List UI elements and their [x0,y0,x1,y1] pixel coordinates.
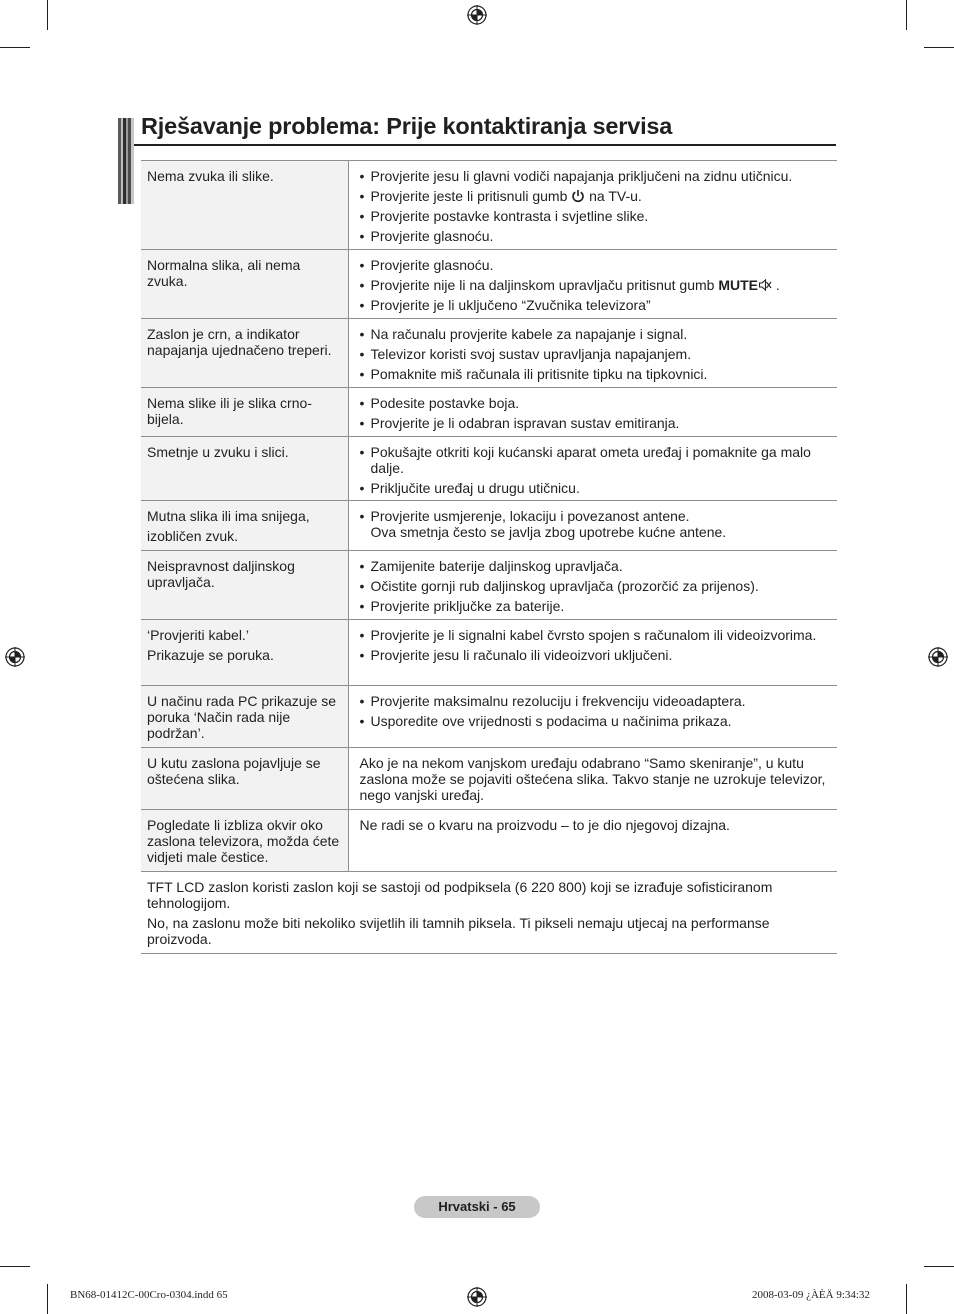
crop-mark-bottom-right-h [924,1266,954,1267]
action-item: • Provjerite nije li na daljinskom upravljaču pritisnut gumb MUTE . [360,277,838,293]
action-cell [348,250,837,319]
action-item: • Provjerite jeste li pritisnuli gumb na TV-u. [360,188,838,204]
symptom-text: U načinu rada PC prikazuje se poruka ‘Način rada nije podržan’. [147,693,337,741]
crop-mark-top-left-v [47,0,48,30]
action-item: • Očistite gornji rub daljinskog upravljača (prozorčić za prijenos). [360,578,838,594]
symptom-cell [141,686,348,748]
table-row [141,551,837,620]
symptom-text: Normalna slika, ali nema zvuka. [147,257,301,289]
table-row [141,319,837,388]
registration-mark-icon [466,1286,488,1308]
action-cell [348,161,837,250]
action-item: • Pomaknite miš računala ili pritisnite tipku na tipkovnici. [360,366,838,382]
action-cell [348,551,837,620]
section-side-bar [118,118,134,204]
note-text: TFT LCD zaslon koristi zaslon koji se sastoji od podpiksela (6 220 800) koji se izrađuje sofisticiranom tehnologijom. [147,879,773,911]
crop-mark-bottom-left-v [47,1284,48,1314]
action-item: • Provjerite glasnoću. [360,257,838,273]
table-row [141,250,837,319]
symptom-text: Nema slike ili je slika crno-bijela. [147,395,312,427]
symptom-text: izobličen zvuk. [147,528,239,544]
symptom-text: Mutna slika ili ima snijega, [147,508,310,524]
table-row [141,810,837,872]
action-cell [348,437,837,501]
note-text: No, na zaslonu može biti nekoliko svijetlih ili tamnih piksela. Ti pikseli nemaju utjecaj na performanse proizvoda. [147,915,770,947]
mute-suffix: . [775,277,780,293]
footer-file-info: BN68-01412C-00Cro-0304.indd 65 [70,1289,228,1301]
action-item: • Provjerite jesu li računalo ili videoizvori uključeni. [360,647,838,663]
action-item: • Provjerite priključke za baterije. [360,598,838,614]
symptom-cell [141,810,348,872]
action-cell [348,686,837,748]
action-cell [348,810,837,872]
symptom-cell [141,319,348,388]
action-item: • Podesite postavke boja. [360,395,838,411]
action-item: • Priključite uređaj u drugu utičnicu. [360,480,838,496]
action-item: • Pokušajte otkriti koji kućanski aparat ometa uređaj i pomaknite ga malo dalje. [360,444,838,476]
table-row [141,161,837,250]
action-cell [348,748,837,810]
note-row [141,872,837,954]
action-continuation: Ova smetnja često se javlja zbog upotrebe kućne antene. [370,524,727,540]
action-item: • Zamijenite baterije daljinskog upravljača. [360,558,838,574]
action-item: • Provjerite postavke kontrasta i svjetline slike. [360,208,838,224]
mute-label: MUTE [718,277,758,293]
action-item: • Na računalu provjerite kabele za napajanje i signal. [360,326,838,342]
symptom-cell [141,250,348,319]
action-item: • Provjerite glasnoću. [360,228,838,244]
footer-timestamp: 2008-03-09 ¿ÀÈÄ 9:34:32 [752,1289,870,1301]
symptom-cell [141,501,348,551]
power-suffix: na TV-u. [589,188,642,204]
action-text: Ako je na nekom vanjskom uređaju odabrano “Samo skeniranje”, u kutu zaslona može se pojaviti oštećena slika. Takvo stanje ne uzrokuje televizor, nego vanjski uređaj. [359,755,826,803]
action-cell [348,501,837,551]
symptom-cell [141,551,348,620]
table-row [141,686,837,748]
symptom-text: Neispravnost daljinskog upravljača. [147,558,295,590]
symptom-text: U kutu zaslona pojavljuje se oštećena slika. [147,755,321,787]
symptom-text: Zaslon je crn, a indikator napajanja ujednačeno treperi. [147,326,332,358]
symptom-cell [141,620,348,686]
action-item: • Provjerite je li signalni kabel čvrsto spojen s računalom ili videoizvorima. [360,627,838,643]
symptom-cell [141,748,348,810]
symptom-cell [141,388,348,437]
table-row [141,437,837,501]
registration-mark-icon [927,646,949,668]
crop-mark-bottom-right-v [906,1284,907,1314]
action-text: Ne radi se o kvaru na proizvodu – to je dio njegovoj dizajna. [359,817,730,833]
mute-speaker-icon [758,278,772,292]
table-row [141,620,837,686]
symptom-text: ‘Provjeriti kabel.’ [147,627,249,643]
crop-mark-bottom-left-h [0,1266,30,1267]
action-item: • Provjerite je li odabran ispravan sustav emitiranja. [360,415,838,431]
symptom-text: Pogledate li izbliza okvir oko zaslona televizora, možda ćete vidjeti male čestice. [147,817,340,865]
crop-mark-top-left-h [0,47,30,48]
crop-mark-top-right-v [906,0,907,30]
action-item: • Provjerite jesu li glavni vodiči napajanja priključeni na zidnu utičnicu. [360,168,838,184]
action-item: • Televizor koristi svoj sustav upravljanja napajanjem. [360,346,838,362]
registration-mark-icon [4,646,26,668]
symptom-cell [141,161,348,250]
action-item: • Provjerite maksimalnu rezoluciju i frekvenciju videoadaptera. [360,693,838,709]
symptom-cell [141,437,348,501]
action-item: • Provjerite usmjerenje, lokaciju i povezanost antene. [360,508,838,524]
table-row [141,388,837,437]
symptom-text: Smetnje u zvuku i slici. [147,444,289,460]
action-item: • Provjerite je li uključeno “Zvučnika televizora” [360,297,838,313]
page-number-badge: Hrvatski - 65 [414,1196,540,1218]
title-underline [134,144,836,146]
symptom-text: Prikazuje se poruka. [147,647,274,663]
table-row [141,501,837,551]
registration-mark-icon [466,4,488,26]
action-item: • Usporedite ove vrijednosti s podacima u načinima prikaza. [360,713,838,729]
action-cell [348,388,837,437]
action-cell [348,319,837,388]
symptom-text: Nema zvuka ili slike. [147,168,274,184]
crop-mark-top-right-h [924,47,954,48]
note-cell [141,872,837,954]
power-icon [571,189,585,203]
troubleshooting-table [141,160,837,954]
table-row [141,748,837,810]
page-title: Rješavanje problema: Prije kontaktiranja servisa [141,113,673,139]
action-cell [348,620,837,686]
